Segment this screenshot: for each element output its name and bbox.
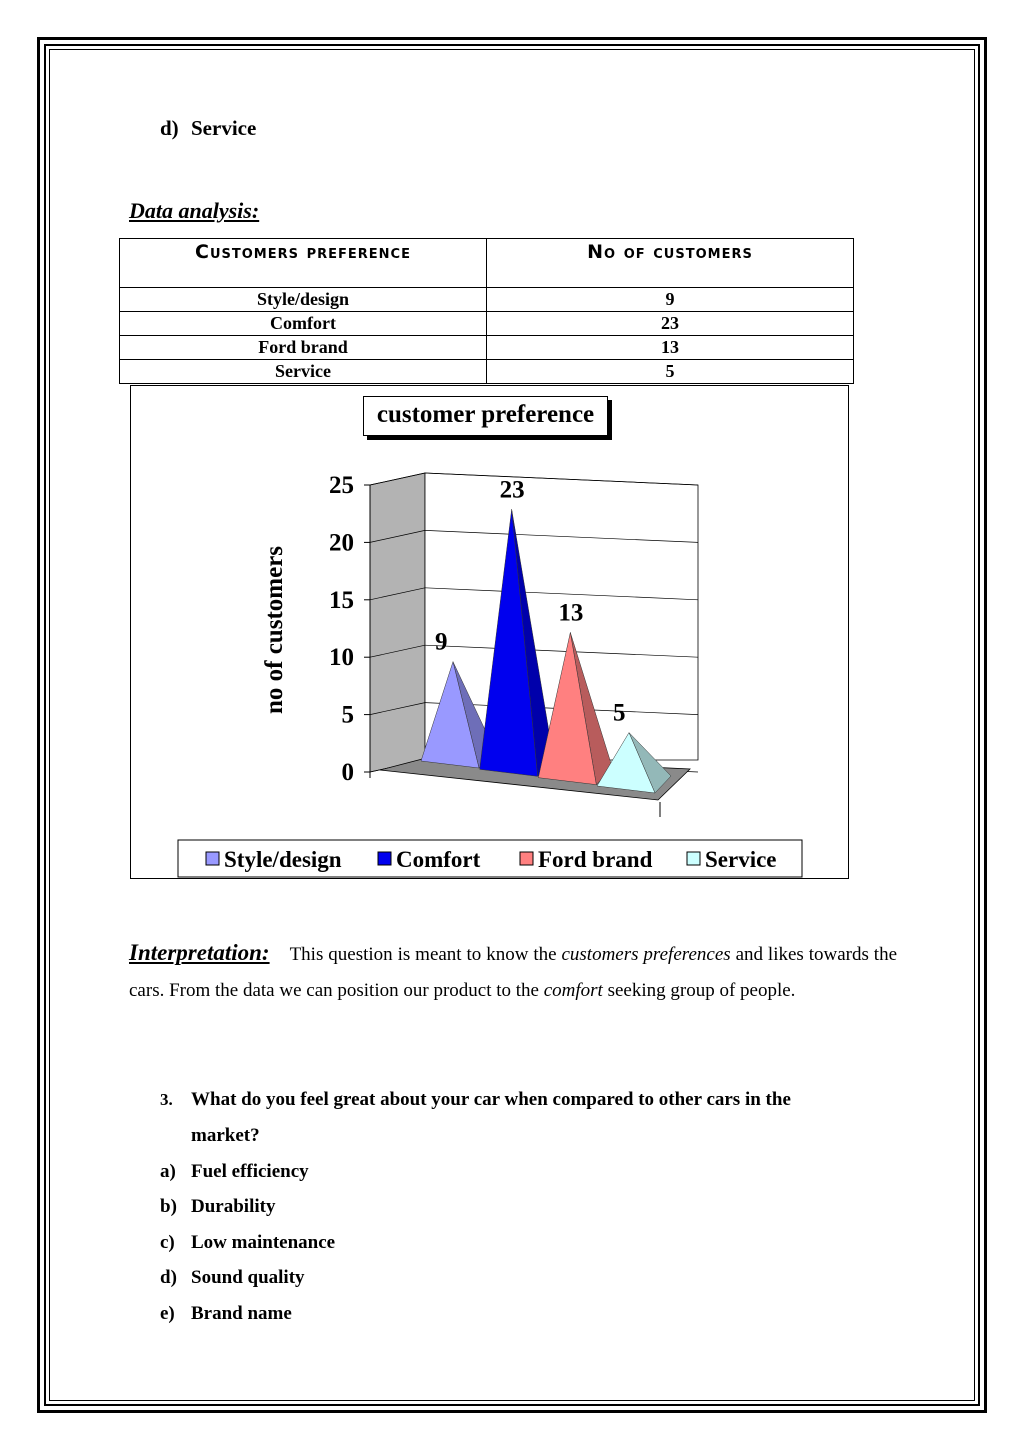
list-item — [160, 1154, 335, 1190]
legend-swatch — [378, 852, 391, 865]
interpretation-emphasis-2: comfort — [543, 980, 603, 1001]
legend-label: Comfort — [396, 847, 481, 872]
table-cell-preference: Comfort — [120, 312, 487, 336]
preference-table — [119, 238, 854, 384]
legend-swatch — [520, 852, 533, 865]
table-cell-count: 13 — [487, 336, 854, 360]
legend-swatch — [206, 852, 219, 865]
question-3-line-1: What do you feel great about your car when compared to other cars in the — [191, 1089, 791, 1110]
interpretation-text-1: This question is meant to know the — [289, 944, 562, 965]
y-tick-label: 25 — [329, 472, 354, 499]
table-cell-count: 5 — [487, 360, 854, 384]
legend-label: Ford brand — [538, 847, 653, 872]
interpretation-paragraph — [129, 935, 897, 1009]
table-header-count: No of customers — [487, 239, 854, 288]
section-d-heading — [160, 116, 256, 141]
pyramid-chart — [130, 385, 849, 879]
table-row — [120, 288, 854, 312]
y-tick-label: 10 — [329, 644, 354, 672]
legend-label: Style/design — [224, 847, 342, 872]
y-tick-label: 0 — [341, 759, 354, 786]
interpretation-emphasis-1: customers preferences — [561, 944, 731, 965]
question-3-number: 3. — [160, 1090, 173, 1109]
option-text: Fuel efficiency — [191, 1160, 309, 1182]
table-cell-preference: Ford brand — [120, 336, 487, 360]
table-cell-count: 9 — [487, 288, 854, 312]
table-header-preference: Customers preference — [120, 239, 487, 288]
list-item — [160, 1190, 335, 1226]
option-marker: a) — [160, 1160, 176, 1182]
section-d-marker: d) — [160, 116, 179, 140]
question-3-line-2: market? — [191, 1125, 260, 1146]
table-cell-preference: Service — [120, 360, 487, 384]
data-label: 5 — [613, 699, 626, 727]
table-row — [120, 312, 854, 336]
chart-side-wall — [370, 473, 425, 772]
table-row — [120, 360, 854, 384]
option-marker: b) — [160, 1196, 177, 1218]
table-cell-preference: Style/design — [120, 288, 487, 312]
legend-swatch — [687, 852, 700, 865]
option-marker: c) — [160, 1231, 175, 1253]
option-marker: e) — [160, 1302, 175, 1324]
option-marker: d) — [160, 1267, 177, 1289]
interpretation-text-2: and likes towards the cars. From the data we can position our product to the — [129, 944, 898, 1001]
option-text: Sound quality — [191, 1267, 305, 1289]
list-item — [160, 1225, 335, 1261]
y-tick-label: 15 — [329, 586, 354, 614]
section-d-text: Service — [191, 116, 257, 140]
interpretation-label: Interpretation: — [129, 940, 270, 965]
interpretation-text-3: seeking group of people. — [602, 980, 796, 1001]
question-3-options — [160, 1154, 335, 1332]
legend-label: Service — [705, 847, 777, 872]
data-label: 23 — [499, 476, 525, 504]
y-tick-label: 20 — [329, 529, 354, 557]
y-tick-label: 5 — [341, 701, 354, 729]
data-label: 13 — [558, 599, 584, 627]
option-text: Brand name — [191, 1302, 292, 1324]
chart-title: customer preference — [363, 396, 608, 436]
data-label: 9 — [435, 628, 448, 656]
y-axis-label: no of customers — [261, 545, 288, 715]
data-analysis-label: Data analysis: — [129, 198, 260, 223]
table-header-row — [120, 239, 854, 288]
option-text: Low maintenance — [191, 1231, 336, 1253]
table-cell-count: 23 — [487, 312, 854, 336]
question-3 — [160, 1082, 880, 1154]
list-item — [160, 1296, 335, 1332]
table-row — [120, 336, 854, 360]
option-text: Durability — [191, 1196, 276, 1218]
list-item — [160, 1261, 335, 1297]
